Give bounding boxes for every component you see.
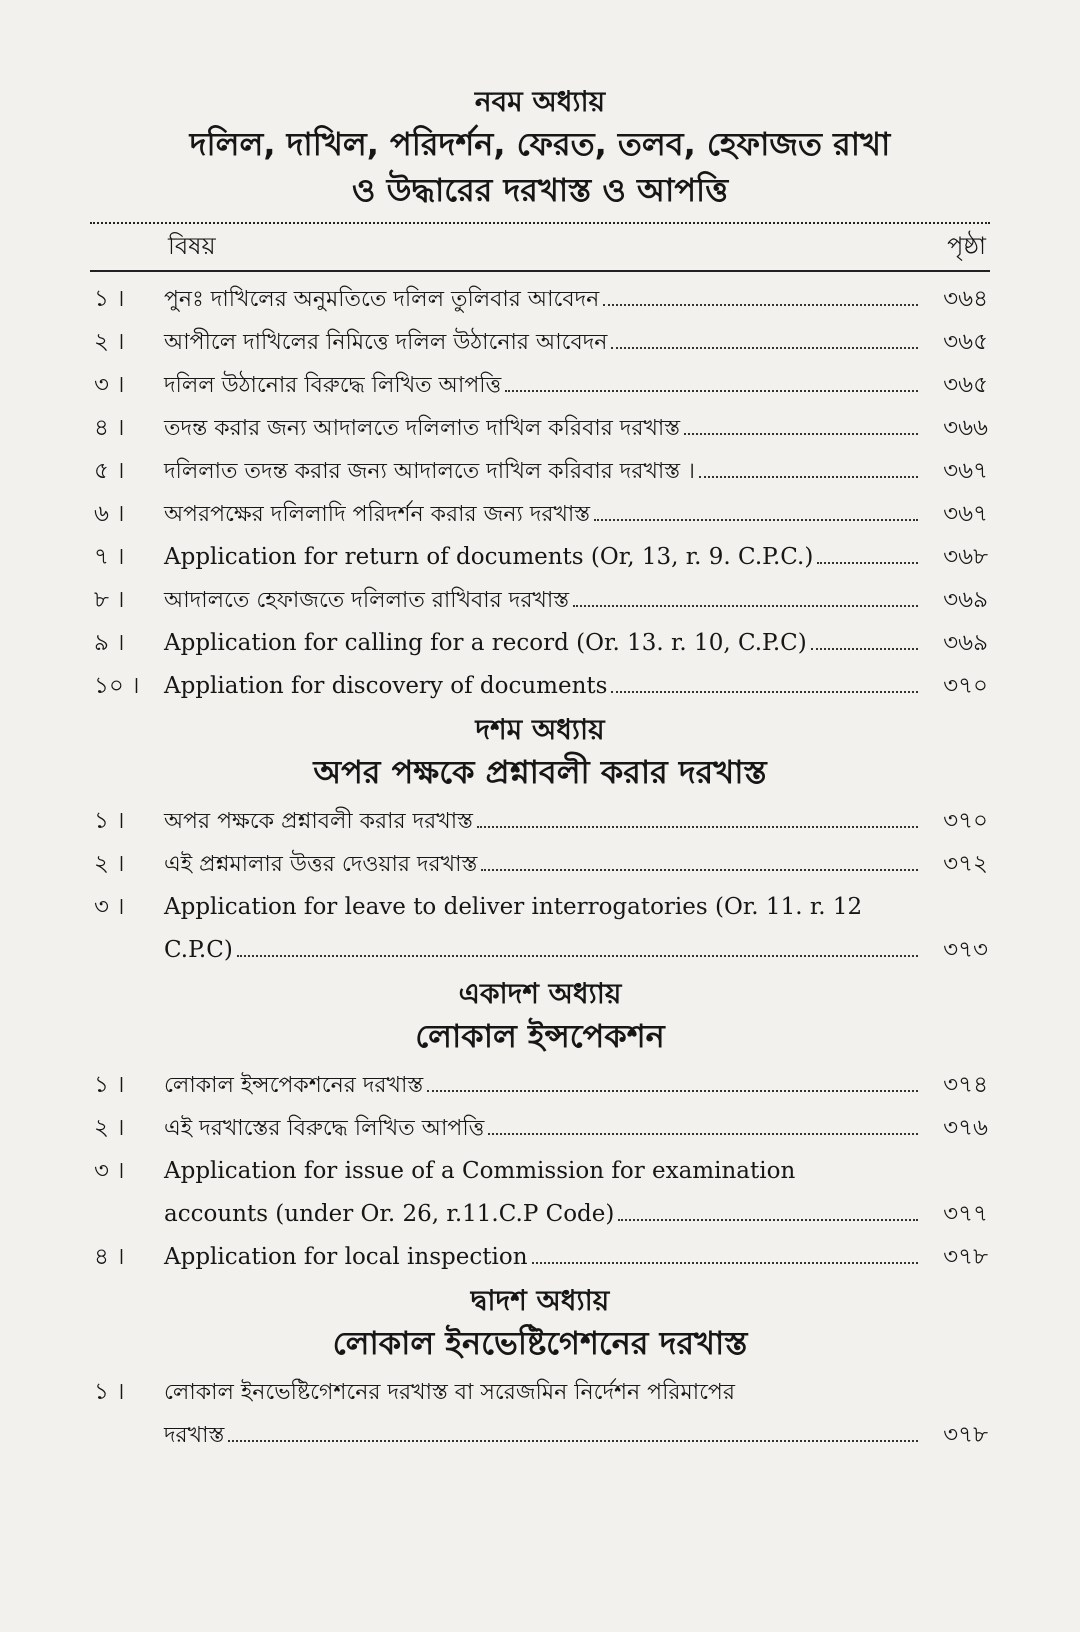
- entry-body: [164, 665, 924, 708]
- dot-leader: [611, 691, 918, 693]
- entry-body: [164, 321, 924, 364]
- entry-body: [164, 1107, 924, 1150]
- entry-body: [164, 493, 924, 536]
- entry-body: [164, 843, 924, 886]
- toc-entry: [90, 364, 990, 407]
- toc-entry: [90, 886, 990, 972]
- chapter-title: নবম অধ্যায়: [474, 85, 606, 118]
- toc-entry: [90, 665, 990, 708]
- entry-line: [164, 536, 924, 579]
- dot-leader: [481, 869, 918, 871]
- entry-body: [164, 1236, 924, 1279]
- entry-page-number: ৩৭০: [943, 672, 988, 699]
- table-of-contents: [90, 84, 990, 1457]
- entry-number: ১ ।: [94, 1378, 125, 1405]
- entry-text: তদন্ত করার জন্য আদালতে দলিলাত দাখিল করিবার দরখাস্ত: [164, 415, 681, 441]
- entry-number: ৯ ।: [94, 629, 125, 656]
- entry-line: [164, 407, 924, 450]
- entry-text: Appliation for discovery of documents: [164, 672, 608, 699]
- toc-entry: [90, 407, 990, 450]
- entry-body: [164, 536, 924, 579]
- entry-text: লোকাল ইনভেষ্টিগেশনের দরখাস্ত বা সরেজমিন নির্দেশন পরিমাপের: [164, 1379, 735, 1405]
- entry-body: [164, 1150, 924, 1236]
- dot-leader: [684, 433, 918, 435]
- entry-text: accounts (under Or. 26, r.11.C.P Code): [164, 1200, 615, 1227]
- entry-text: C.P.C): [164, 936, 233, 963]
- entry-text: Application for local inspection: [164, 1243, 528, 1270]
- chapter-block: [90, 976, 990, 1279]
- entry-number: ১ ।: [94, 1071, 125, 1098]
- entry-text: এই প্রশ্নমালার উত্তর দেওয়ার দরখাস্ত: [164, 851, 478, 877]
- chapter-block: [90, 712, 990, 972]
- dot-leader: [603, 304, 918, 306]
- entry-list: [90, 278, 990, 708]
- entry-number: ১ ।: [94, 807, 125, 834]
- toc-entry: [90, 278, 990, 321]
- entry-number: ৬ ।: [94, 500, 125, 527]
- dot-leader: [594, 519, 918, 521]
- toc-entry: [90, 1107, 990, 1150]
- entry-text: অপর পক্ষকে প্রশ্নাবলী করার দরখাস্ত: [164, 808, 473, 834]
- entry-text: পুনঃ দাখিলের অনুমতিতে দলিল তুলিবার আবেদন: [164, 286, 600, 312]
- toc-entry: [90, 536, 990, 579]
- toc-entry: [90, 493, 990, 536]
- entry-text: দরখাস্ত: [164, 1422, 225, 1448]
- toc-entry: [90, 843, 990, 886]
- entry-page-number: ৩৭৪: [943, 1071, 988, 1098]
- entry-page-number: ৩৬৯: [943, 629, 988, 656]
- entry-line: [164, 622, 924, 665]
- entry-page-number: ৩৭৮: [943, 1421, 988, 1448]
- entry-text: এই দরখাস্তের বিরুদ্ধে লিখিত আপত্তি: [164, 1115, 485, 1141]
- dot-leader: [228, 1440, 918, 1442]
- entry-line: [164, 800, 924, 843]
- entry-page-number: ৩৭৮: [943, 1243, 988, 1270]
- dot-leader: [532, 1262, 918, 1264]
- entry-list: [90, 800, 990, 972]
- entry-text: অপরপক্ষের দলিলাদি পরিদর্শন করার জন্য দরখাস্ত: [164, 501, 591, 527]
- toc-entry: [90, 622, 990, 665]
- toc-entry: [90, 1150, 990, 1236]
- entry-line: [164, 1064, 924, 1107]
- entry-text: Application for leave to deliver interrogatories (Or. 11. r. 12: [164, 893, 863, 920]
- entry-number: ২ ।: [94, 850, 125, 877]
- entry-line: [164, 843, 924, 886]
- entry-body: [164, 800, 924, 843]
- entry-page-number: ৩৬৬: [943, 414, 988, 441]
- chapter-title: একাদশ অধ্যায়: [458, 976, 622, 1010]
- entry-page-number: ৩৭০: [943, 807, 988, 834]
- entry-page-number: ৩৬৭: [943, 500, 988, 527]
- entry-page-number: ৩৭৭: [943, 1200, 988, 1227]
- entry-line: [164, 886, 924, 929]
- entry-body: [164, 579, 924, 622]
- toc-entry: [90, 450, 990, 493]
- entry-number: ২ ।: [94, 1114, 125, 1141]
- entry-text: Application for return of documents (Or, 13, r. 9. C.P.C.): [164, 543, 814, 570]
- entry-line: [164, 450, 924, 493]
- entry-number: ৮ ।: [94, 586, 125, 613]
- dot-leader: [817, 562, 918, 564]
- entry-page-number: ৩৬৪: [943, 285, 988, 312]
- entry-page-number: ৩৬৭: [943, 457, 988, 484]
- entry-line: [164, 278, 924, 321]
- entry-body: [164, 622, 924, 665]
- dot-leader: [488, 1133, 918, 1135]
- entry-line: [164, 1150, 924, 1193]
- entry-number: ৪ ।: [94, 414, 125, 441]
- entry-body: [164, 364, 924, 407]
- entry-body: [164, 278, 924, 321]
- entry-text: লোকাল ইন্সপেকশনের দরখাস্ত: [164, 1072, 424, 1098]
- entry-list: [90, 1064, 990, 1279]
- chapter-block: [90, 84, 990, 708]
- entry-number: ১০ ।: [94, 672, 140, 699]
- entry-number: ৭ ।: [94, 543, 125, 570]
- dot-leader: [477, 826, 918, 828]
- entry-line: [164, 1193, 924, 1236]
- entry-text: Application for issue of a Commission for examination: [164, 1157, 796, 1184]
- column-header-row: [90, 222, 990, 272]
- entry-line: [164, 364, 924, 407]
- toc-entry: [90, 800, 990, 843]
- entry-text: আদালতে হেফাজতে দলিলাত রাখিবার দরখাস্ত: [164, 587, 570, 613]
- entry-line: [164, 1371, 924, 1414]
- entry-text: দলিল উঠানোর বিরুদ্ধে লিখিত আপত্তি: [164, 372, 502, 398]
- entry-line: [164, 579, 924, 622]
- entry-line: [164, 321, 924, 364]
- dot-leader: [505, 390, 918, 392]
- section-heading: লোকাল ইন্সপেকশন: [415, 1016, 665, 1055]
- entry-body: [164, 1371, 924, 1457]
- entry-page-number: ৩৭৩: [943, 936, 988, 963]
- section-heading: ও উদ্ধারের দরখাস্ত ও আপত্তি: [351, 170, 729, 209]
- entry-number: ২ ।: [94, 328, 125, 355]
- entry-number: ৫ ।: [94, 457, 125, 484]
- entry-number: ৩ ।: [94, 371, 125, 398]
- chapter-title: দশম অধ্যায়: [475, 712, 605, 746]
- toc-entry: [90, 321, 990, 364]
- dot-leader: [427, 1090, 918, 1092]
- entry-body: [164, 450, 924, 493]
- entry-page-number: ৩৭২: [943, 850, 988, 877]
- entry-page-number: ৩৬৮: [943, 543, 988, 570]
- toc-entry: [90, 1371, 990, 1457]
- entry-page-number: ৩৬৫: [943, 371, 988, 398]
- entry-line: [164, 1236, 924, 1279]
- column-header-subject: বিষয়: [168, 231, 216, 260]
- entry-line: [164, 493, 924, 536]
- dot-leader: [237, 955, 918, 957]
- entry-page-number: ৩৬৫: [943, 328, 988, 355]
- entry-line: [164, 1107, 924, 1150]
- dot-leader: [573, 605, 918, 607]
- entry-body: [164, 886, 924, 972]
- section-heading: লোকাল ইনভেষ্টিগেশনের দরখাস্ত: [332, 1323, 748, 1362]
- entry-list: [90, 1371, 990, 1457]
- entry-page-number: ৩৬৯: [943, 586, 988, 613]
- toc-entry: [90, 1236, 990, 1279]
- entry-number: ৩ ।: [94, 1157, 125, 1184]
- toc-entry: [90, 579, 990, 622]
- dot-leader: [618, 1219, 918, 1221]
- entry-line: [164, 1414, 924, 1457]
- column-header-page: পৃষ্ঠা: [947, 231, 986, 260]
- entry-line: [164, 665, 924, 708]
- entry-page-number: ৩৭৬: [943, 1114, 988, 1141]
- entry-body: [164, 1064, 924, 1107]
- entry-number: ১ ।: [94, 285, 125, 312]
- chapter-title: দ্বাদশ অধ্যায়: [470, 1283, 610, 1317]
- entry-body: [164, 407, 924, 450]
- dot-leader: [811, 648, 918, 650]
- entry-text: Application for calling for a record (Or. 13. r. 10, C.P.C): [164, 629, 807, 656]
- section-heading: দলিল, দাখিল, পরিদর্শন, ফেরত, তলব, হেফাজত রাখা: [189, 125, 891, 164]
- entry-text: আপীলে দাখিলের নিমিত্তে দলিল উঠানোর আবেদন: [164, 329, 608, 355]
- entry-number: ৪ ।: [94, 1243, 125, 1270]
- section-heading: অপর পক্ষকে প্রশ্নাবলী করার দরখাস্ত: [313, 752, 767, 791]
- dot-leader: [699, 476, 918, 478]
- entry-line: [164, 929, 924, 972]
- entry-number: ৩ ।: [94, 893, 125, 920]
- chapter-block: [90, 1283, 990, 1457]
- toc-entry: [90, 1064, 990, 1107]
- dot-leader: [611, 347, 918, 349]
- entry-text: দলিলাত তদন্ত করার জন্য আদালতে দাখিল করিবার দরখাস্ত ।: [164, 458, 695, 484]
